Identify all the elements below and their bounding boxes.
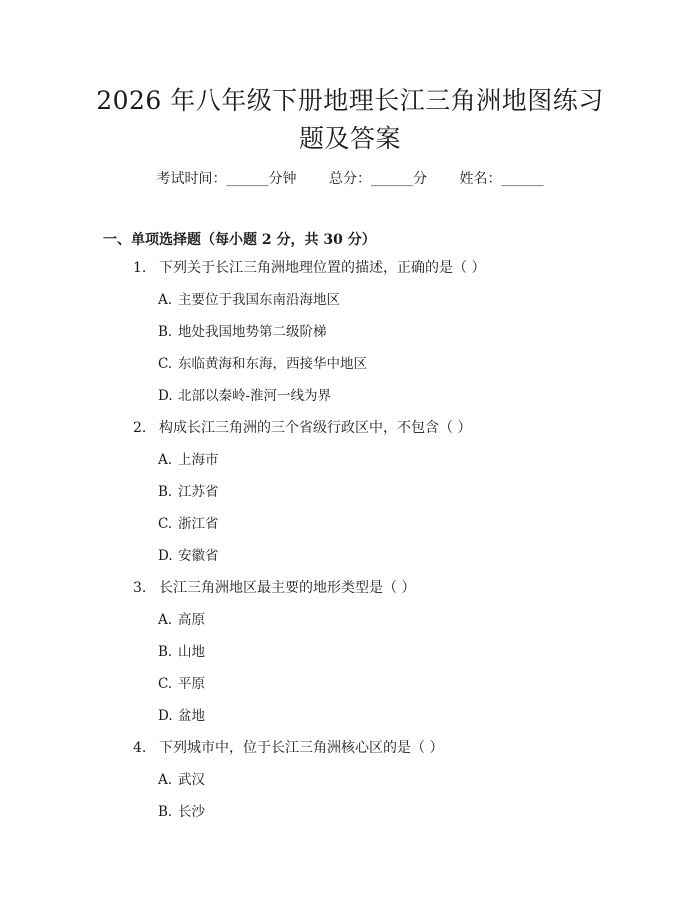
- option-text: 盆地: [178, 708, 205, 724]
- question-3-option-a: [158, 610, 205, 630]
- section-heading: 一、单项选择题（每小题 2 分，共 30 分）: [103, 232, 376, 248]
- question-2: [133, 418, 471, 438]
- option-text: 安徽省: [178, 548, 219, 564]
- title-line-1: 2026 年八年级下册地理长江三角洲地图练习: [96, 86, 604, 115]
- question-4-option-b: [158, 802, 205, 822]
- question-4-option-a: [158, 770, 205, 790]
- option-text: 武汉: [178, 772, 205, 788]
- question-text: 构成长江三角洲的三个省级行政区中，不包含（ ）: [159, 420, 472, 436]
- question-3-option-b: [158, 642, 205, 662]
- question-text: 下列关于长江三角洲地理位置的描述，正确的是（ ）: [159, 260, 486, 276]
- question-1-option-b: [158, 322, 327, 342]
- question-1-option-d: [158, 386, 331, 406]
- option-text: 东临黄海和东海，西接华中地区: [178, 356, 367, 372]
- option-text: 高原: [178, 612, 205, 628]
- option-text: 山地: [178, 644, 205, 660]
- option-letter: A.: [158, 452, 173, 468]
- option-letter: D.: [158, 388, 173, 404]
- question-4: [133, 738, 443, 758]
- question-number: 3.: [133, 580, 147, 596]
- question-number: 1.: [133, 260, 147, 276]
- option-text: 平原: [178, 676, 205, 692]
- question-text: 下列城市中，位于长江三角洲核心区的是（ ）: [159, 740, 444, 756]
- option-text: 长沙: [178, 804, 205, 820]
- question-3-option-d: [158, 706, 205, 726]
- document-title: [60, 82, 640, 158]
- total-score-field: 总分：______分: [329, 171, 427, 187]
- question-number: 4.: [133, 740, 147, 756]
- option-letter: D.: [158, 548, 173, 564]
- question-3: [133, 578, 415, 598]
- option-letter: D.: [158, 708, 173, 724]
- question-2-option-d: [158, 546, 219, 566]
- option-letter: A.: [158, 612, 173, 628]
- question-1-option-a: [158, 290, 340, 310]
- option-letter: B.: [158, 804, 173, 820]
- question-text: 长江三角洲地区最主要的地形类型是（ ）: [159, 580, 416, 596]
- option-text: 江苏省: [178, 484, 219, 500]
- question-1-option-c: [158, 354, 367, 374]
- question-3-option-c: [158, 674, 205, 694]
- option-text: 地处我国地势第二级阶梯: [178, 324, 327, 340]
- exam-time-field: 考试时间：______分钟: [156, 171, 297, 187]
- option-letter: A.: [158, 772, 173, 788]
- question-2-option-c: [158, 514, 219, 534]
- option-letter: B.: [158, 644, 173, 660]
- question-2-option-a: [158, 450, 219, 470]
- option-text: 北部以秦岭-淮河一线为界: [178, 388, 332, 404]
- option-letter: C.: [158, 516, 173, 532]
- question-2-option-b: [158, 482, 219, 502]
- student-name-field: 姓名：______: [459, 171, 544, 187]
- question-number: 2.: [133, 420, 147, 436]
- option-letter: C.: [158, 356, 173, 372]
- option-text: 上海市: [178, 452, 219, 468]
- option-text: 浙江省: [178, 516, 219, 532]
- option-letter: A.: [158, 292, 173, 308]
- question-1: [133, 258, 485, 278]
- option-letter: C.: [158, 676, 173, 692]
- exam-info: [0, 169, 700, 189]
- title-line-2: 题及答案: [298, 124, 401, 153]
- option-letter: B.: [158, 324, 173, 340]
- option-text: 主要位于我国东南沿海地区: [178, 292, 340, 308]
- option-letter: B.: [158, 484, 173, 500]
